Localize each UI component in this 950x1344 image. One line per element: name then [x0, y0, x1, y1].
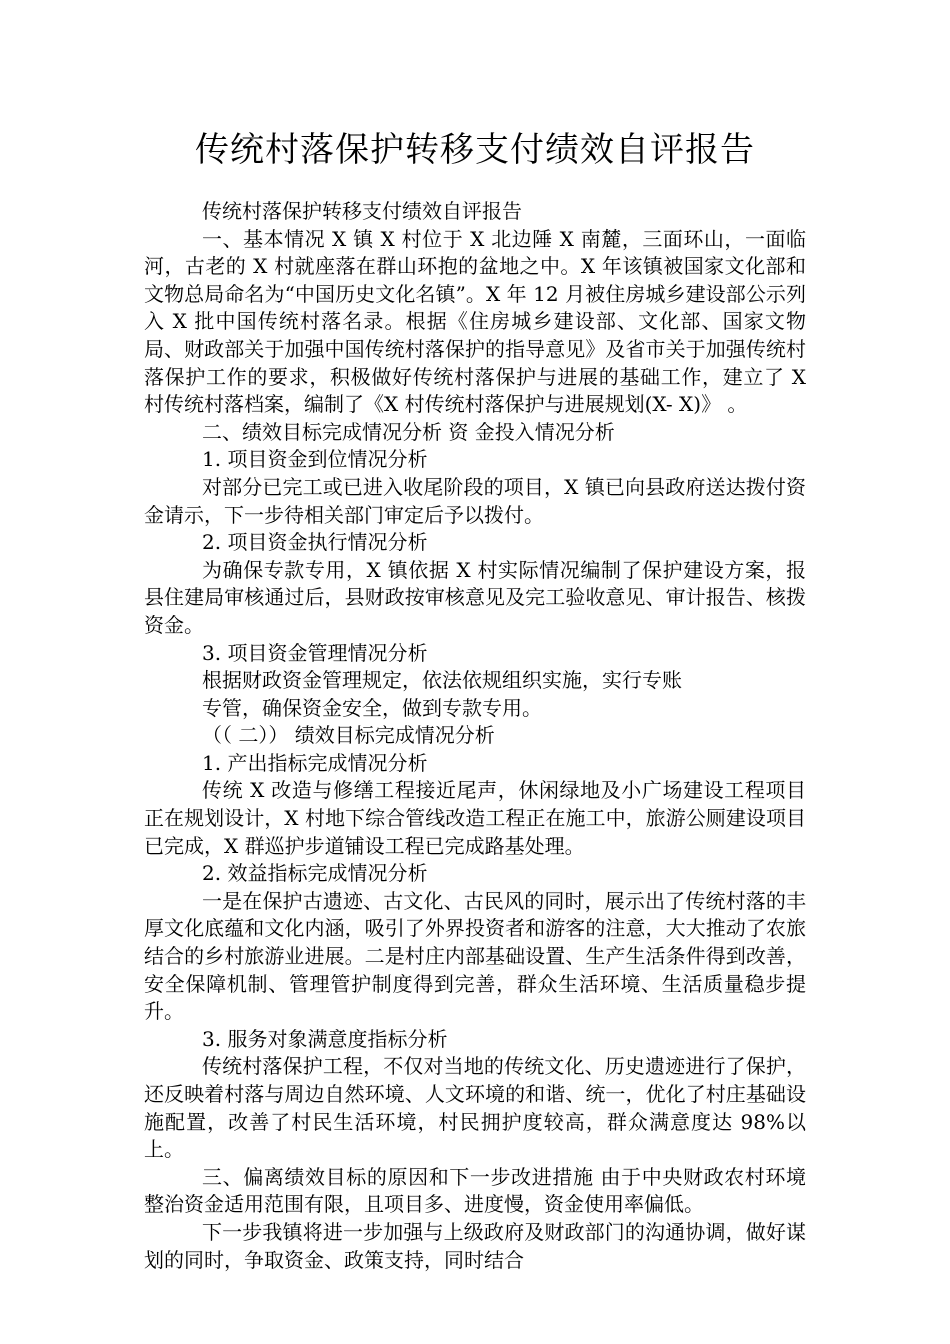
paragraph-output-indicators: 传统 X 改造与修缮工程接近尾声，休闲绿地及小广场建设工程项目正在规划设计，X 村地下综合管线改造工程正在施工中，旅游公厕建设项目已完成，X 群巡护步道铺设工程已完成路基处理。	[144, 778, 806, 858]
heading-satisfaction: 3. 服务对象满意度指标分析	[202, 1026, 448, 1051]
paragraph-funds-arrival: 对部分已完工或已进入收尾阶段的项目，X 镇已向县政府送达拨付资金请示，下一步待相关部门审定后予以拨付。	[144, 474, 806, 527]
heading-funds-execution: 2. 项目资金执行情况分析	[202, 530, 428, 555]
paragraph-funds-management-2: 专管，确保资金安全，做到专款专用。	[202, 695, 542, 720]
paragraph-satisfaction: 传统村落保护工程，不仅对当地的传统文化、历史遗迹进行了保护，还反映着村落与周边自然环境、人文环境的和谐、统一，优化了村庄基础设施配置，改善了村民生活环境，村民拥护度较高，群众满意度达 98%以上。	[144, 1054, 806, 1162]
heading-benefit-indicators: 2. 效益指标完成情况分析	[202, 861, 428, 886]
heading-section-2: 二、绩效目标完成情况分析 资 金投入情况分析	[202, 419, 615, 444]
document-title: 传统村落保护转移支付绩效自评报告	[195, 130, 755, 170]
heading-funds-management: 3. 项目资金管理情况分析	[202, 640, 428, 665]
document-body	[144, 198, 806, 1274]
heading-funds-arrival: 1. 项目资金到位情况分析	[202, 447, 428, 472]
heading-output-indicators: 1. 产出指标完成情况分析	[202, 750, 428, 775]
paragraph-next-steps: 下一步我镇将进一步加强与上级政府及财政部门的沟通协调，做好谋划的同时，争取资金、政策支持，同时结合	[144, 1219, 806, 1272]
paragraph-funds-management-1: 根据财政资金管理规定，依法依规组织实施，实行专账	[202, 668, 682, 693]
paragraph-benefit-indicators: 一是在保护古遗迹、古文化、古民风的同时，展示出了传统村落的丰厚文化底蕴和文化内涵，吸引了外界投资者和游客的注意，大大推动了农旅结合的乡村旅游业进展。二是村庄内部基础设置、生产生活条件得到改善，安全保障机制、管理管护制度得到完善，群众生活环境、生活质量稳步提升。	[144, 888, 806, 1024]
paragraph-funds-execution: 为确保专款专用，X 镇依据 X 村实际情况编制了保护建设方案，报县住建局审核通过后，县财政按审核意见及完工验收意见、审计报告、核拨资金。	[144, 557, 806, 637]
heading-performance-goals: （（ 二）） 绩效目标完成情况分析	[202, 723, 495, 748]
paragraph-deviation: 三、偏离绩效目标的原因和下一步改进措施 由于中央财政农村环境整治资金适用范围有限，且项目多、进度慢，资金使用率偏低。	[144, 1164, 806, 1217]
paragraph-subtitle: 传统村落保护转移支付绩效自评报告	[202, 199, 522, 223]
paragraph-basic-info: 一、基本情况 X 镇 X 村位于 X 北边陲 X 南麓，三面环山，一面临河，古老的 X 村就座落在群山环抱的盆地之中。X 年该镇被国家文化部和文物总局命名为“中国历史文化名镇”。X 年 12 月被住房城乡建设部公示列入 X 批中国传统村落名录。根据《住房城乡建设部、文化部、国家文物局、财政部关于加强中国传统村落保护的指导意见》及省市关于加强传统村落保护工作的要求，积极做好传统村落保护与进展的基础工作，建立了 X 村传统村落档案，编制了《X 村传统村落保护与进展规划(X- X)》 。	[144, 226, 806, 417]
